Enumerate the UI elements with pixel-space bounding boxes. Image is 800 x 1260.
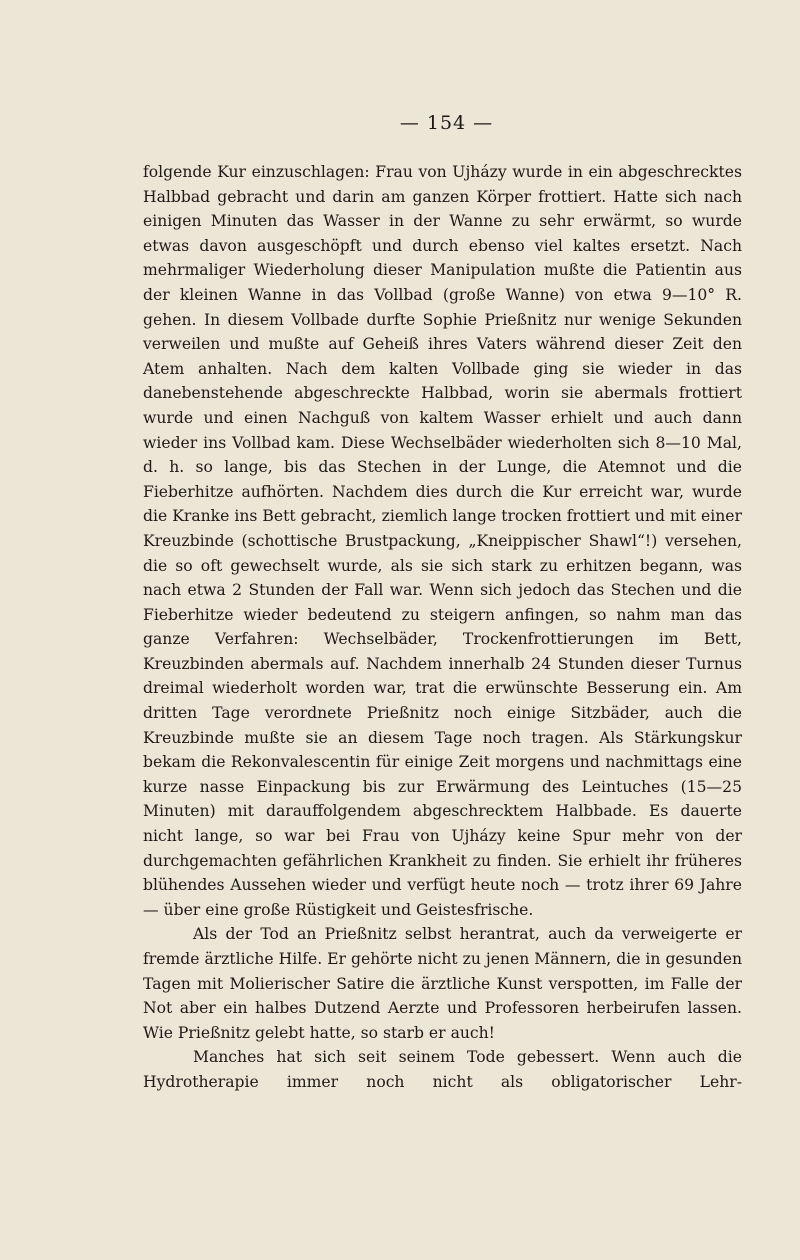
page-number: — 154 — bbox=[399, 112, 494, 134]
paragraph-1: folgende Kur einzuschlagen: Frau von Ujházy wurde in ein abgeschrecktes Halbbad gebracht und darin am ganzen Körper frottiert. Hatte sich nach einigen Minuten das Wasser in der Wanne zu sehr erwärmt, so wurde etwas davon ausgeschöpft und durch ebenso viel kaltes ersetzt. Nach mehrmaliger Wiederholung dieser Manipulation mußte die Patientin aus der kleinen Wanne in das Vollbad (große Wanne) von etwa 9—10° R. gehen. In diesem Vollbade durfte Sophie Prießnitz nur wenige Sekunden verweilen und mußte auf Geheiß ihres Vaters während dieser Zeit den Atem anhalten. Nach dem kalten Vollbade ging sie wieder in das danebenstehende abgeschreckte Halbbad, worin sie abermals frottiert wurde und einen Nachguß von kaltem Wasser erhielt und auch dann wieder ins Vollbad kam. Diese Wechselbäder wiederholten sich 8—10 Mal, d. h. so lange, bis das Stechen in der Lunge, die Atemnot und die Fieberhitze aufhörten. Nachdem dies durch die Kur erreicht war, wurde die Kranke ins Bett gebracht, ziemlich lange trocken frottiert und mit einer Kreuzbinde (schottische Brustpackung, „Kneippischer Shawl“!) versehen, die so oft gewechselt wurde, als sie sich stark zu erhitzen begann, was nach etwa 2 Stunden der Fall war. Wenn sich jedoch das Stechen und die Fieberhitze wieder bedeutend zu steigern anfingen, so nahm man das ganze Verfahren: Wechselbäder, Trockenfrottierungen im Bett, Kreuzbinden abermals auf. Nachdem innerhalb 24 Stunden dieser Turnus dreimal wiederholt worden war, trat die erwünschte Besserung ein. Am dritten Tage verordnete Prießnitz noch einige Sitzbäder, auch die Kreuzbinde mußte sie an diesem Tage noch tragen. Als Stärkungskur bekam die Rekonvalescentin für einige Zeit morgens und nachmittags eine kurze nasse Einpackung bis zur Erwärmung des Leintuches (15—25 Minuten) mit darauffolgendem abgeschrecktem Halbbade. Es dauerte nicht lange, so war bei Frau von Ujházy keine Spur mehr von der durchgemachten gefährlichen Krankheit zu finden. Sie erhielt ihr früheres blühendes Aussehen wieder und verfügt heute noch — trotz ihrer 69 Jahre — über eine große Rüstigkeit und Geistesfrische. bbox=[143, 163, 742, 919]
paragraph-3: Manches hat sich seit seinem Tode gebessert. Wenn auch die Hydrotherapie immer noch nicht als obligatorischer Lehr- bbox=[143, 1048, 742, 1091]
paragraph-2: Als der Tod an Prießnitz selbst herantrat, auch da verweigerte er fremde ärztliche Hilfe. Er gehörte nicht zu jenen Männern, die in gesunden Tagen mit Molierischer Satire die ärztliche Kunst verspotten, im Falle der Not aber ein halbes Dutzend Aerzte und Professoren herbeirufen lassen. Wie Prießnitz gelebt hatte, so starb er auch! bbox=[143, 925, 742, 1042]
